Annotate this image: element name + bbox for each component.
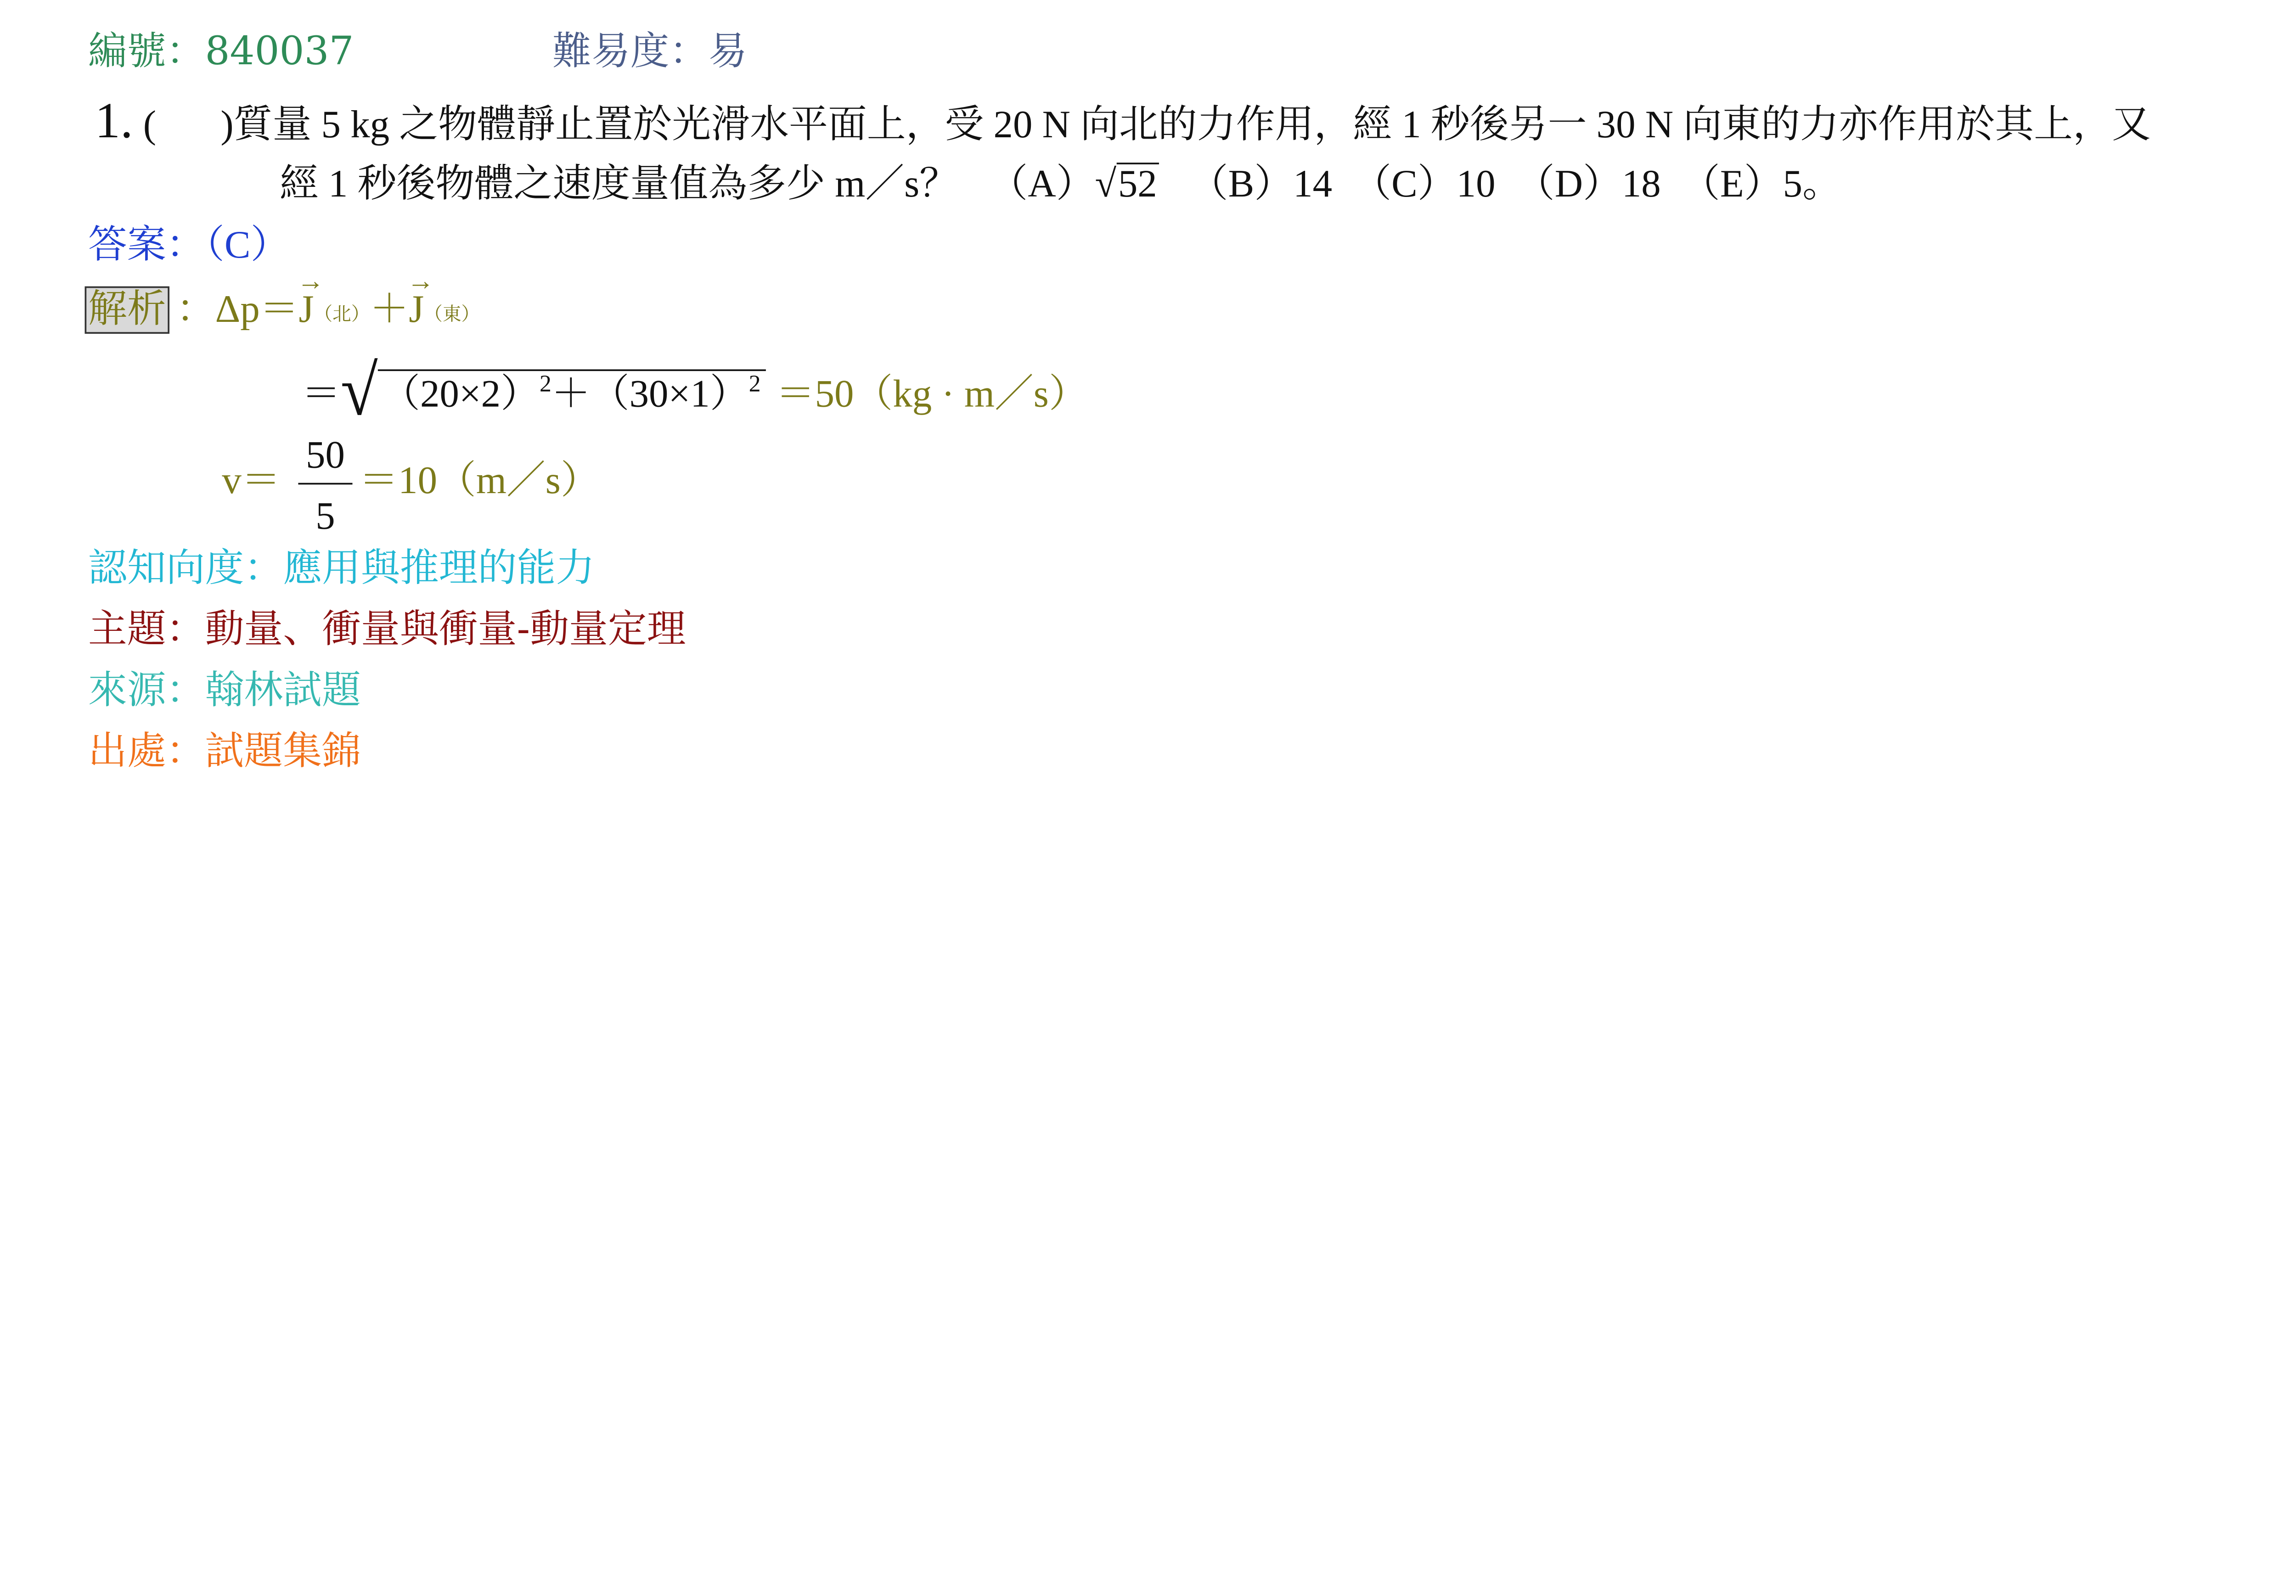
difficulty: 難易度：易: [552, 30, 748, 75]
solution-colon: ：: [176, 288, 215, 332]
impulse-result: ＝50（kg · m／s）: [776, 372, 1088, 416]
question-line-1: [95, 93, 2151, 149]
east-subscript: （東）: [424, 303, 480, 326]
term-north: （20×2）: [381, 372, 540, 416]
exponent-2: 2: [748, 372, 761, 399]
fraction-denominator: 5: [315, 495, 335, 537]
momentum-change: Δp＝: [215, 288, 299, 331]
term-east: ＋（30×1）: [551, 372, 749, 416]
answer-paren-open: (: [143, 103, 157, 146]
question-text-line-2: 經 1 秒後物體之速度量值為多少 m／s？: [279, 163, 959, 205]
sqrt-icon: √: [1095, 163, 1117, 205]
radicand: [378, 369, 766, 416]
cognitive-dimension: 認知向度：應用與推理的能力: [88, 547, 595, 591]
option-c: （C）10: [1352, 163, 1496, 205]
origin: 出處：試題集錦: [88, 730, 361, 775]
source: 來源：翰林試題: [88, 669, 361, 714]
velocity-label: v＝: [222, 459, 281, 502]
question-line-2: [280, 163, 1841, 205]
answer-line: [88, 225, 290, 266]
fraction-numerator: 50: [306, 433, 345, 476]
option-d: （D）18: [1515, 163, 1661, 205]
solution-line-2: [301, 350, 1088, 431]
impulse-north: → J: [297, 268, 324, 331]
topic: 主題：動量、衝量與衝量-動量定理: [88, 608, 686, 652]
answer-value: （C）: [205, 224, 290, 266]
fraction-bar: [298, 483, 352, 485]
question-number: 1.: [95, 93, 133, 149]
radical-icon: √: [340, 350, 378, 431]
question-text-line-1: )質量 5 kg 之物體靜止置於光滑水平面上，受 20 N 向北的力作用，經 1 秒後另一 30 N 向東的力亦作用於其上，又: [220, 103, 2151, 146]
solution-label: 解析: [85, 287, 170, 335]
exponent-1: 2: [540, 372, 551, 399]
option-a-sqrt: [1095, 163, 1159, 205]
velocity-fraction: [298, 435, 352, 535]
option-e: （E）5。: [1681, 163, 1841, 205]
answer-label: 答案：: [88, 224, 205, 268]
equals-sign: ＝: [301, 372, 341, 416]
vector-arrow-icon: →: [297, 268, 324, 297]
option-a-label: （A）: [989, 163, 1095, 205]
north-subscript: （北）: [314, 303, 370, 326]
plus-sign: ＋: [370, 288, 409, 331]
impulse-east: → J: [407, 268, 434, 331]
option-a-value: 52: [1116, 163, 1159, 205]
vector-arrow-icon: →: [407, 268, 434, 297]
question-id: 編號：840037: [88, 30, 354, 75]
option-b: （B）14: [1189, 163, 1333, 205]
velocity-result: ＝10（m／s）: [359, 459, 600, 502]
solution-line-1: [85, 268, 480, 335]
